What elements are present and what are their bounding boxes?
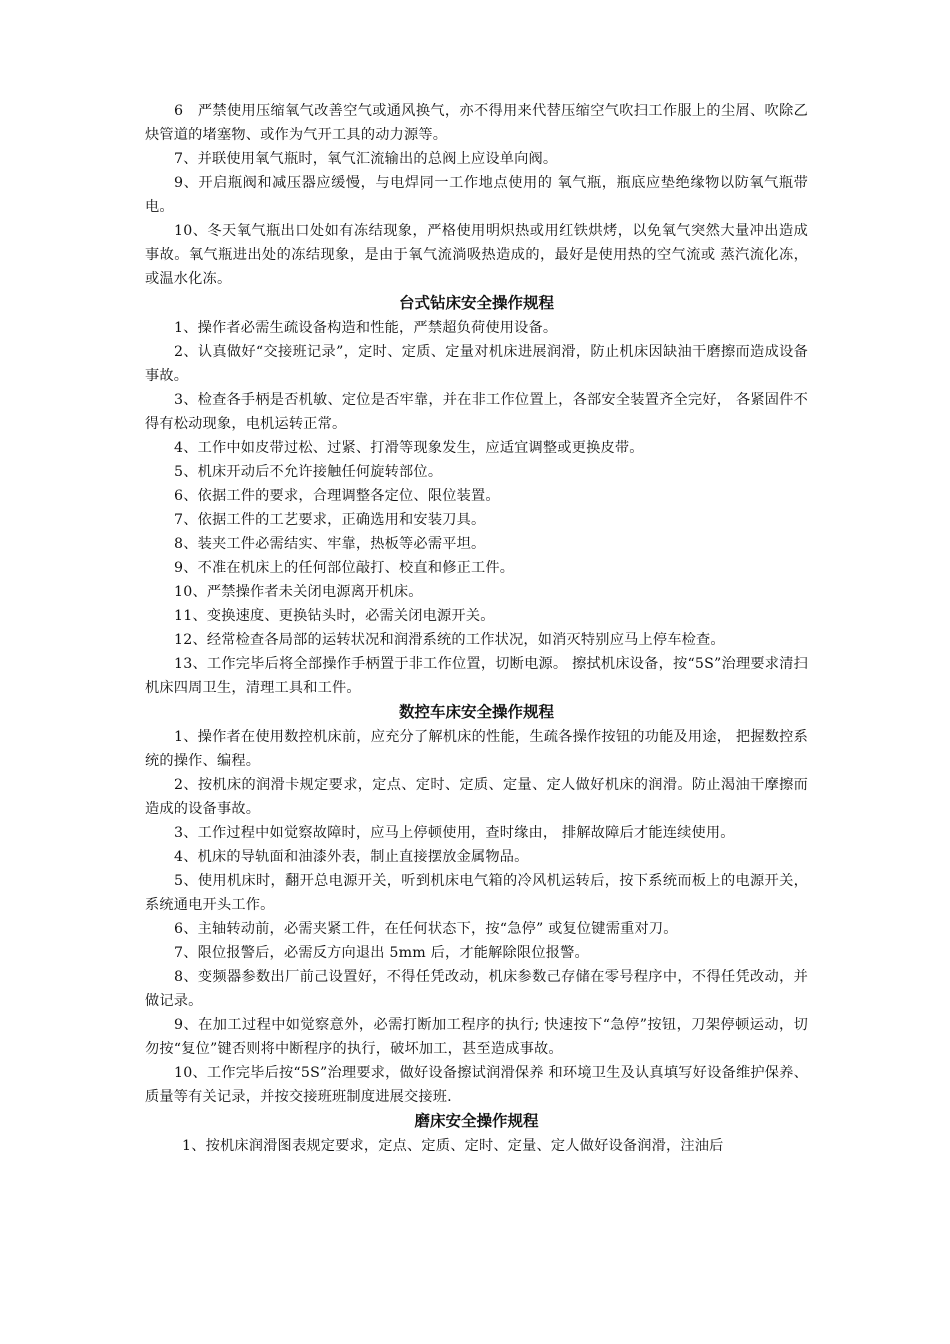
rule-item: 13、工作完毕后将全部操作手柄置于非工作位置，切断电源。 擦拭机床设备，按“5S”治理要求清扫机床四周卫生，清理工具和工件。 <box>145 656 808 696</box>
document-page <box>145 99 808 1158</box>
rule-item: 1、操作者在使用数控机床前，应充分了解机床的性能，生疏各操作按钮的功能及用途， 把握数控系统的操作、编程。 <box>145 729 808 769</box>
rule-item: 5、机床开动后不允许接触任何旋转部位。 <box>174 464 443 480</box>
rule-item: 6、主轴转动前，必需夹紧工件，在任何状态下，按“急停” 或复位键需重对刀。 <box>174 921 678 937</box>
section-title-grinder: 磨床安全操作规程 <box>414 1112 539 1130</box>
rule-item: 1、操作者必需生疏设备构造和性能，严禁超负荷使用设备。 <box>174 320 558 336</box>
rule-item: 11、变换速度、更换钻头时，必需关闭电源开关。 <box>174 608 495 624</box>
rule-item: 5、使用机床时，翻开总电源开关，听到机床电气箱的冷风机运转后，按下系统而板上的电源开关，系统通电开头工作。 <box>145 873 808 913</box>
rule-item: 1、按机床润滑图表规定要求，定点、定质、定时、定量、定人做好设备润滑，注油后 <box>182 1138 724 1154</box>
rule-item: 8、装夹工件必需结实、牢靠，热板等必需平坦。 <box>174 536 486 552</box>
rule-item: 3、工作过程中如觉察故障时，应马上停顿使用，查时缘由， 排解故障后才能连续使用。 <box>174 825 735 841</box>
paragraph: 9、开启瓶阀和减压器应缓慢，与电焊同一工作地点使用的 氧气瓶，瓶底应垫绝缘物以防氧气瓶带电。 <box>145 175 808 215</box>
rule-item: 7、依据工件的工艺要求，正确选用和安装刀具。 <box>174 512 486 528</box>
section-title-bench-drill: 台式钻床安全操作规程 <box>398 294 554 312</box>
rule-item: 10、工作完毕后按“5S”治理要求，做好设备擦试润滑保养 和环境卫生及认真填写好设备维护保养、质量等有关记录，并按交接班班制度进展交接班. <box>145 1065 808 1105</box>
rule-item: 7、限位报警后，必需反方向退出 5mm 后，才能解除限位报警。 <box>174 945 589 961</box>
rule-item: 8、变频器参数出厂前己设置好，不得任凭改动，机床参数己存储在零号程序中，不得任凭改动，并做记录。 <box>145 969 808 1009</box>
rule-item: 3、检查各手柄是否机敏、定位是否牢靠，并在非工作位置上，各部安全装置齐全完好， 各紧固件不得有松动现象，电机运转正常。 <box>145 392 808 432</box>
rule-item: 10、严禁操作者未关闭电源离开机床。 <box>174 584 423 600</box>
section-title-cnc-lathe: 数控车床安全操作规程 <box>398 703 554 721</box>
paragraph: 7、并联使用氧气瓶时，氧气汇流输出的总阀上应设单向阀。 <box>174 151 558 167</box>
rule-item: 9、在加工过程中如觉察意外，必需打断加工程序的执行; 快速按下“急停”按钮，刀架停顿运动，切勿按“复位”键否则将中断程序的执行，破坏加工，甚至造成事故。 <box>145 1017 808 1057</box>
rule-item: 6、依据工件的要求，合理调整各定位、限位装置。 <box>174 488 500 504</box>
rule-item: 9、不准在机床上的任何部位敲打、校直和修正工件。 <box>174 560 515 576</box>
rule-item: 4、工作中如皮带过松、过紧、打滑等现象发生，应适宜调整或更换皮带。 <box>174 440 644 456</box>
paragraph: 10、冬天氧气瓶出口处如有冻结现象，严格使用明炽热或用红铁烘烤，以免氧气突然大量冲出造成事故。氧气瓶进出处的冻结现象，是由于氧气流淌吸热造成的，最好是使用热的空气流或 蒸汽流化冻，或温水化冻。 <box>145 223 808 287</box>
rule-item: 2、认真做好“交接班记录”，定时、定质、定量对机床进展润滑，防止机床因缺油干磨擦而造成设备事故。 <box>145 344 808 384</box>
rule-item: 12、经常检查各局部的运转状况和润滑系统的工作状况，如消灭特别应马上停车检查。 <box>174 632 725 648</box>
paragraph: 6 严禁使用压缩氧气改善空气或通风换气，亦不得用来代替压缩空气吹扫工作服上的尘屑、吹除乙炔管道的堵塞物、或作为气开工具的动力源等。 <box>145 103 808 143</box>
rule-item: 2、按机床的润滑卡规定要求，定点、定时、定质、定量、定人做好机床的润滑。防止渴油干摩擦而造成的设备事故。 <box>145 777 808 817</box>
rule-item: 4、机床的导轨面和油漆外表，制止直接摆放金属物品。 <box>174 849 529 865</box>
